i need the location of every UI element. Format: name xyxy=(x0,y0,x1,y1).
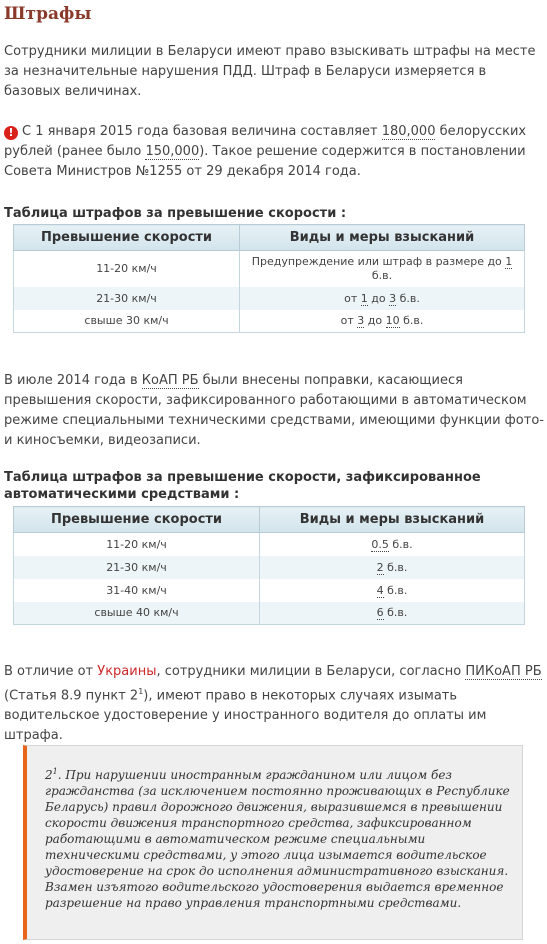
penalty-unit: б.в. xyxy=(383,560,408,574)
speed-cell: 31-40 км/ч xyxy=(14,579,260,602)
penalty-text: до xyxy=(367,291,390,305)
penalty-unit: б.в. xyxy=(399,314,424,328)
july-text-2: были внесены поправки, касающиеся превышения скорости, зафиксированного работающими в автоматическом режиме специальными техническими средствами, имеющими функции фото- и киносъемки, видеозаписи. xyxy=(4,373,544,448)
penalty-cell xyxy=(260,579,525,602)
speed-cell: 21-30 км/ч xyxy=(14,287,240,310)
value-now-link[interactable]: 180,000 xyxy=(381,124,436,139)
speed-cell: 11-20 км/ч xyxy=(14,251,240,287)
speed-cell: 21-30 км/ч xyxy=(14,556,260,579)
notice-text-1: С 1 января 2015 года базовая величина составляет xyxy=(22,124,382,139)
table-row xyxy=(14,533,525,556)
ukraine-text-3: (Статья 8.9 пункт 2 xyxy=(4,688,139,704)
ukraine-text-1: В отличие от xyxy=(4,664,98,679)
penalty-value-link[interactable]: 1 xyxy=(505,254,513,268)
quote-text xyxy=(45,764,511,911)
penalty-cell xyxy=(260,533,525,556)
quote-sup: 1 xyxy=(52,767,58,776)
camera-fines-table xyxy=(13,506,525,625)
table1-heading: Таблица штрафов за превышение скорости : xyxy=(4,206,347,221)
penalty-text: от xyxy=(340,314,358,328)
penalty-text: до xyxy=(364,314,386,328)
penalty-value-link[interactable]: 2 xyxy=(376,560,384,574)
speed-cell: 11-20 км/ч xyxy=(14,533,260,556)
ukraine-text-4: ), имеют право в некоторых случаях изымать водительское удостоверение у иностранного водителя до оплаты им штрафа. xyxy=(4,688,487,744)
penalty-text: Предупреждение или штраф в размере до xyxy=(251,254,506,268)
penalty-value-link[interactable]: 10 xyxy=(385,314,400,328)
penalty-unit: б.в. xyxy=(383,606,408,620)
table-row xyxy=(14,251,525,287)
penalty-unit: б.в. xyxy=(396,291,420,305)
notice-paragraph xyxy=(4,122,545,182)
ukraine-paragraph xyxy=(4,662,545,746)
speed-cell: свыше 40 км/ч xyxy=(14,602,260,625)
speed-cell: свыше 30 км/ч xyxy=(14,310,240,333)
penalty-value-link[interactable]: 0.5 xyxy=(371,537,389,551)
intro-paragraph: Сотрудники милиции в Беларуси имеют право взыскивать штрафы на месте за незначительные нарушения ПДД. Штраф в Беларуси измеряется в базовых величинах. xyxy=(4,44,536,99)
page-title: Штрафы xyxy=(4,4,92,24)
penalty-text: от xyxy=(344,291,361,305)
table-row xyxy=(14,602,525,625)
penalty-value-link[interactable]: 4 xyxy=(376,583,384,597)
penalty-unit: б.в. xyxy=(388,537,413,551)
koap-link[interactable]: КоАП РБ xyxy=(141,373,199,388)
penalty-cell xyxy=(260,602,525,625)
penalty-cell xyxy=(260,556,525,579)
july-text-1: В июле 2014 года в xyxy=(4,373,142,388)
footnote-sup: 1 xyxy=(138,687,144,696)
penalty-value-link[interactable]: 3 xyxy=(389,291,397,305)
penalty-value-link[interactable]: 6 xyxy=(376,606,384,620)
table-row xyxy=(14,556,525,579)
penalty-unit: б.в. xyxy=(383,583,408,597)
penalty-cell xyxy=(240,251,525,287)
penalty-unit: б.в. xyxy=(371,268,393,282)
law-quote-block xyxy=(23,745,523,940)
pikoap-link[interactable]: ПИКоАП РБ xyxy=(465,664,542,679)
table2-heading: Таблица штрафов за превышение скорости, зафиксированное автоматическими средствами : xyxy=(4,470,481,502)
table1-col-speed: Превышение скорости xyxy=(14,225,240,251)
speed-fines-table xyxy=(13,224,525,333)
table2-col-penalty: Виды и меры взысканий xyxy=(260,507,525,533)
quote-body: . При нарушении иностранным гражданином или лицом без гражданства (за исключением постоянно проживающих в Республике Беларусь) правил дорожного движения, выразившемся в превышении скорости движения транспортного средства, зафиксированном работающими в автоматическом режиме специальными техническими средствами, у этого лица изымается водительское удостоверение на срок до исполнения административного взыскания. Взамен изъятого водительского удостоверения выдается временное разрешение на право управления транспортными средствами. xyxy=(45,768,510,910)
penalty-cell xyxy=(240,287,525,310)
july-paragraph xyxy=(4,371,545,451)
notice-text-3: ). Такое решение содержится в постановлении Совета Министров №1255 от 29 декабря 2014 года. xyxy=(4,144,526,179)
penalty-cell xyxy=(240,310,525,333)
quote-number: 2 xyxy=(45,768,53,782)
table-row xyxy=(14,310,525,333)
table1-col-penalty: Виды и меры взысканий xyxy=(240,225,525,251)
table-row xyxy=(14,579,525,602)
table-row xyxy=(14,287,525,310)
notice-text-2: белорусских рублей (ранее было xyxy=(4,124,527,159)
value-before-link[interactable]: 150,000 xyxy=(145,144,200,159)
table2-col-speed: Превышение скорости xyxy=(14,507,260,533)
penalty-value-link[interactable]: 1 xyxy=(360,291,368,305)
penalty-value-link[interactable]: 3 xyxy=(357,314,365,328)
exclamation-icon: ! xyxy=(4,126,18,140)
ukraine-text-2: , сотрудники милиции в Беларуси, согласно xyxy=(156,664,466,679)
ukraine-link[interactable]: Украины xyxy=(97,664,157,679)
